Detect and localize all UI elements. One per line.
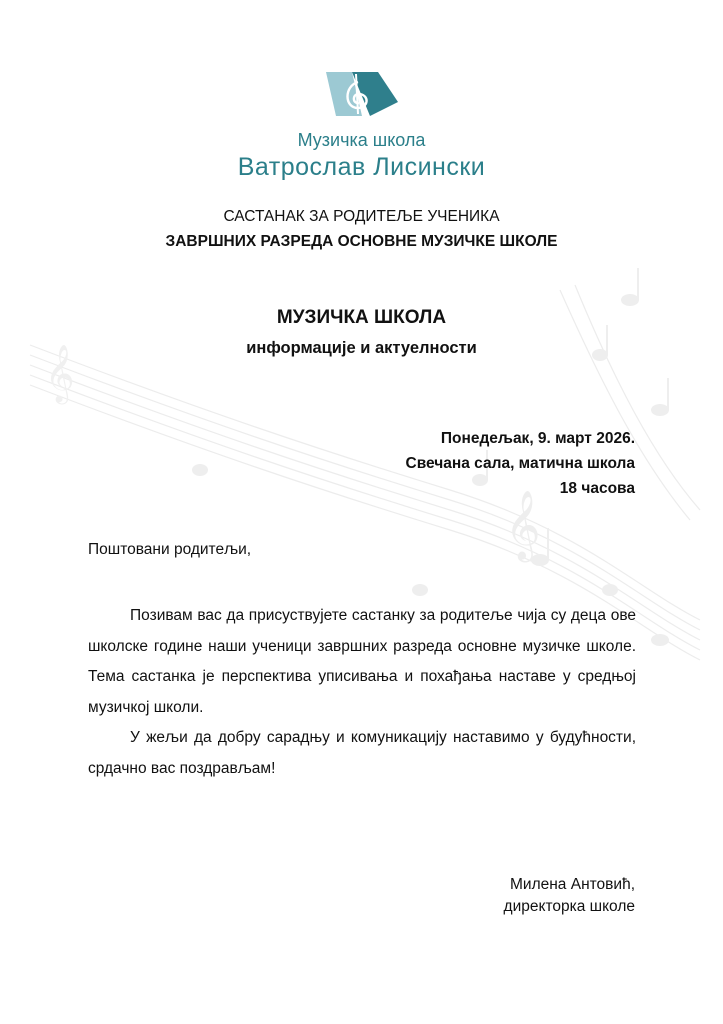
meeting-date: Понедељак, 9. март 2026. [440,430,635,447]
school-name-large: Ватрослав Лисински [237,153,486,181]
meeting-details [406,426,635,501]
signature-role: директорка школе [503,898,635,915]
letter-paragraph-1: Позивам вас да присуствујете састанку за родитеље чија су деца ове школске године наши ученици завршних разреда основне музичке школе. Тема састанка је перспектива уписивања и похађања наставе у средњој музичкој школи. [88,607,636,716]
signature-name: Милена Антовић, [510,876,635,893]
letter-body [88,601,636,784]
school-name-small: Музичка школа [297,130,426,150]
meeting-location: Свечана сала, матична школа [405,455,635,472]
heading-subtitle: информације и актуелности [246,339,477,357]
meeting-time: 18 часова [559,480,635,497]
svg-text:𝄞: 𝄞 [505,490,541,560]
svg-text:𝄞: 𝄞 [45,344,75,402]
meeting-title-line2: ЗАВРШНИХ РАЗРЕДА ОСНОВНЕ МУЗИЧКЕ ШКОЛЕ [165,233,558,250]
heading-title: МУЗИЧКА ШКОЛА [276,307,447,328]
letter-greeting: Поштовани родитељи, [88,541,252,558]
treble-clef-book-logo [322,68,402,120]
meeting-title-line1: САСТАНАК ЗА РОДИТЕЉЕ УЧЕНИКА [223,208,500,225]
letter-paragraph-2: У жељи да добру сарадњу и комуникацију наставимо у будућности, срдачно вас поздрављам! [88,729,636,777]
signature-block [504,874,635,918]
